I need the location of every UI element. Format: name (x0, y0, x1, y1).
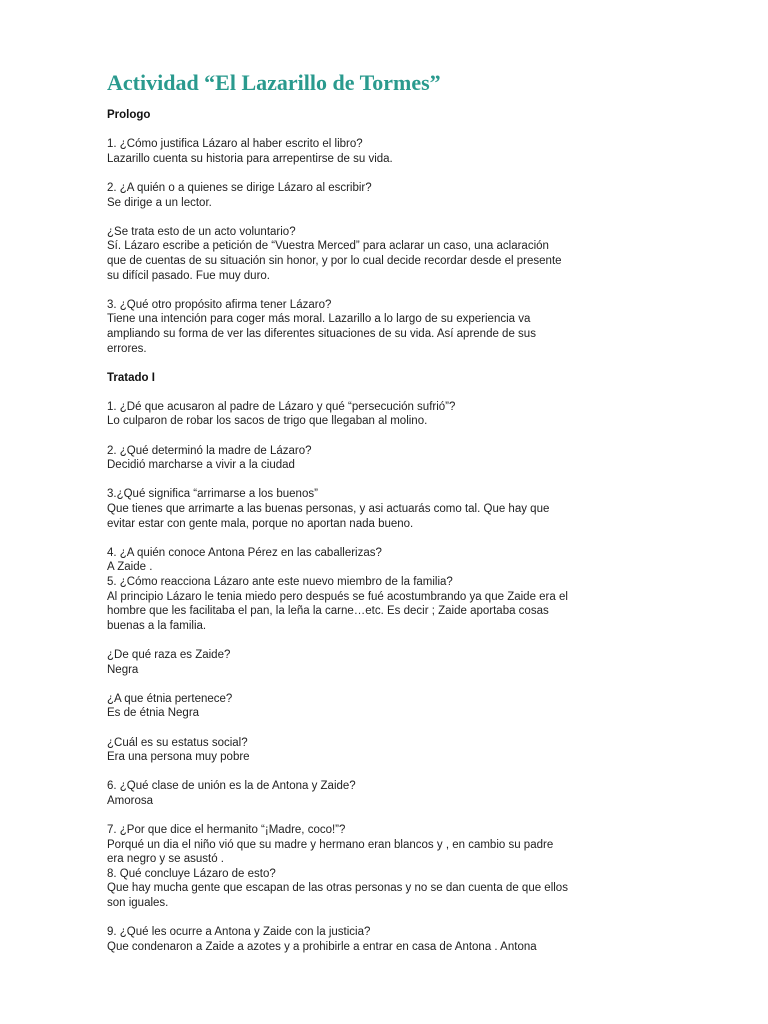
qa-block (107, 925, 667, 954)
answer-text: que de cuentas de su situación sin honor, y por lo cual decide recordar desde el presente (107, 254, 562, 267)
answer-text: era negro y se asustó . (107, 853, 224, 866)
answer-text: Decidió marcharse a vivir a la ciudad (107, 459, 295, 472)
qa-block (107, 298, 667, 356)
qa-block (107, 400, 667, 429)
answer-text: Se dirige a un lector. (107, 196, 212, 209)
answer-text: Tiene una intención para coger más moral. Lazarillo a lo largo de su experiencia va (107, 313, 531, 326)
answer-text: errores. (107, 342, 147, 355)
question-text: 2. ¿A quién o a quienes se dirige Lázaro al escribir? (107, 181, 372, 194)
answer-text: A Zaide . (107, 561, 153, 574)
question-text: 2. ¿Qué determinó la madre de Lázaro? (107, 444, 312, 457)
question-text: 1. ¿Dé que acusaron al padre de Lázaro y qué “persecución sufrió”? (107, 400, 456, 413)
answer-text: Que hay mucha gente que escapan de las otras personas y no se dan cuenta de que ellos (107, 882, 568, 895)
qa-block (107, 736, 667, 765)
qa-block (107, 225, 667, 283)
answer-text: Era una persona muy pobre (107, 751, 250, 764)
question-text: 5. ¿Cómo reacciona Lázaro ante este nuevo miembro de la familia? (107, 576, 453, 588)
answer-text: Es de étnia Negra (107, 707, 200, 720)
answer-text: evitar estar con gente mala, porque no aportan nada bueno. (107, 517, 414, 530)
question-text: 3. ¿Qué otro propósito afirma tener Lázaro? (107, 298, 332, 311)
qa-block (107, 779, 667, 808)
qa-block (107, 137, 667, 166)
document-page (107, 68, 667, 954)
answer-text: Lo culparon de robar los sacos de trigo que llegaban al molino. (107, 415, 428, 428)
document-title: Actividad “El Lazarillo de Tormes” (107, 70, 441, 95)
answer-text: buenas a la familia. (107, 619, 207, 632)
answer-text: ampliando su forma de ver las diferentes situaciones de su vida. Así aprende de sus (107, 327, 536, 340)
answer-text: Sí. Lázaro escribe a petición de “Vuestra Merced” para aclarar un caso, una aclaración (107, 240, 549, 253)
qa-block (107, 444, 667, 473)
answer-text: hombre que les facilitaba el pan, la leña la carne…etc. Es decir ; Zaide aportaba cosas (107, 605, 549, 618)
answer-text: Porqué un dia el niño vió que su madre y hermano eran blancos y , en cambio su padre (107, 838, 554, 851)
question-text: ¿Se trata esto de un acto voluntario? (107, 225, 296, 238)
qa-block (107, 823, 667, 911)
question-text: ¿A que étnia pertenece? (107, 692, 233, 705)
answer-text: Que condenaron a Zaide a azotes y a prohibirle a entrar en casa de Antona . Antona (107, 940, 537, 953)
question-text: 1. ¿Cómo justifica Lázaro al haber escrito el libro? (107, 138, 363, 151)
answer-text: Lazarillo cuenta su historia para arrepentirse de su vida. (107, 152, 393, 165)
question-text: 6. ¿Qué clase de unión es la de Antona y Zaide? (107, 780, 356, 793)
answer-text: son iguales. (107, 897, 169, 910)
answer-text: Al principio Lázaro le tenia miedo pero después se fué acostumbrando ya que Zaide era el (107, 590, 568, 603)
answer-text: su difícil pasado. Fue muy duro. (107, 269, 270, 282)
qa-block (107, 181, 667, 210)
section-heading-tratado-i: Tratado I (107, 371, 155, 384)
qa-block (107, 692, 667, 721)
answer-text: Amorosa (107, 794, 154, 807)
qa-block (107, 648, 667, 677)
question-text: 7. ¿Por que dice el hermanito “¡Madre, coco!”? (107, 824, 346, 837)
question-text: ¿De qué raza es Zaide? (107, 648, 231, 661)
section-heading-prologo: Prologo (107, 109, 151, 121)
answer-text: Negra (107, 663, 139, 676)
question-text: 8. Qué concluye Lázaro de esto? (107, 867, 276, 880)
question-text: 3.¿Qué significa “arrimarse a los buenos” (107, 488, 318, 501)
answer-text: Que tienes que arrimarte a las buenas personas, y asi actuarás como tal. Que hay que (107, 503, 550, 516)
question-text: ¿Cuál es su estatus social? (107, 736, 248, 749)
qa-block (107, 487, 667, 531)
question-text: 4. ¿A quién conoce Antona Pérez en las caballerizas? (107, 546, 382, 559)
qa-block (107, 546, 667, 634)
question-text: 9. ¿Qué les ocurre a Antona y Zaide con la justicia? (107, 926, 371, 939)
